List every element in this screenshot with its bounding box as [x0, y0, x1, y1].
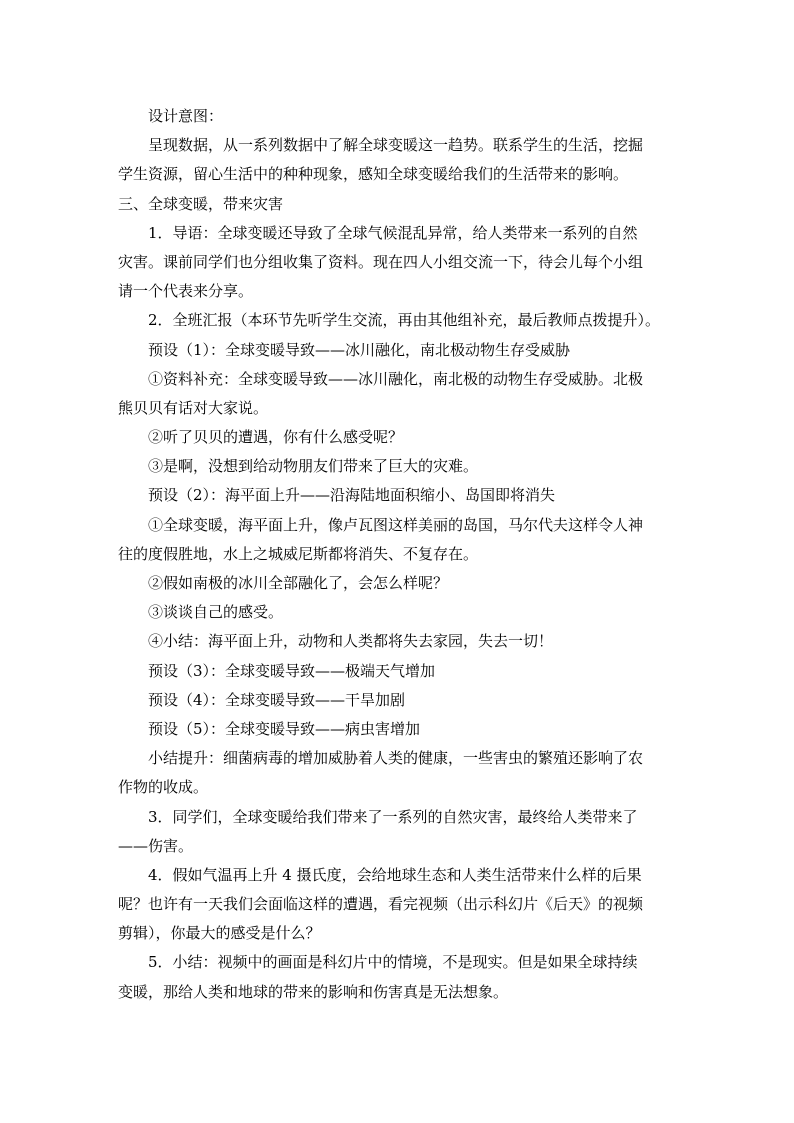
text-line: 熊贝贝有话对大家说。	[118, 398, 269, 417]
text-line: 设计意图：	[148, 107, 224, 125]
text-line: 三、全球变暖，带来灾害	[118, 194, 284, 213]
text-line: ②假如南极的冰川全部融化了，会怎么样呢？	[148, 574, 449, 592]
text-line: 请一个代表来分享。	[118, 282, 254, 301]
text-line: 1．导语：全球变暖还导致了全球气候混乱异常，给人类带来一系列的自然	[148, 223, 638, 242]
text-line: 呢？也许有一天我们会面临这样的遭遇，看完视频（出示科幻片《后天》的视频	[118, 895, 644, 914]
text-line: 剪辑），你最大的感受是什么？	[118, 924, 321, 943]
text-line: ①全球变暖，海平面上升，像卢瓦图这样美丽的岛国，马尔代夫这样令人神	[148, 515, 644, 534]
text-line: ④小结：海平面上升，动物和人类都将失去家园，失去一切！	[148, 632, 554, 651]
text-line: 预设（5）：全球变暖导致——病虫害增加	[148, 719, 421, 738]
text-line: 作物的收成。	[118, 778, 209, 797]
text-line: 变暖，那给人类和地球的带来的影响和伤害真是无法想象。	[118, 982, 509, 1001]
text-line: ①资料补充：全球变暖导致——冰川融化，南北极的动物生存受威胁。北极	[148, 369, 644, 388]
text-line: 3．同学们，全球变暖给我们带来了一系列的自然灾害，最终给人类带来了	[148, 807, 638, 826]
text-line: ②听了贝贝的遭遇，你有什么感受呢？	[148, 428, 404, 447]
text-line: ——伤害。	[118, 836, 194, 855]
text-line: 预设（1）：全球变暖导致——冰川融化，南北极动物生存受威胁	[148, 340, 571, 359]
text-line: 4．假如气温再上升 4 摄氏度，会给地球生态和人类生活带来什么样的后果	[148, 865, 642, 884]
text-line: 2．全班汇报（本环节先听学生交流，再由其他组补充，最后教师点拨提升）。	[148, 311, 661, 330]
text-line: ③谈谈自己的感受。	[148, 603, 284, 622]
text-line: 小结提升：细菌病毒的增加威胁着人类的健康，一些害虫的繁殖还影响了农	[148, 749, 644, 768]
text-line: 呈现数据，从一系列数据中了解全球变暖这一趋势。联系学生的生活，挖掘	[148, 136, 644, 155]
text-line: 学生资源，留心生活中的种种现象，感知全球变暖给我们的生活带来的影响。	[118, 165, 629, 184]
text-line: 预设（3）：全球变暖导致——极端天气增加	[148, 661, 436, 680]
document-page	[118, 102, 680, 1007]
text-line: 5．小结：视频中的画面是科幻片中的情境，不是现实。但是如果全球持续	[148, 953, 638, 972]
text-line: 预设（2）：海平面上升——沿海陆地面积缩小、岛国即将消失	[148, 486, 556, 505]
text-line: 往的度假胜地，水上之城威尼斯都将消失、不复存在。	[118, 544, 479, 563]
text-line: 预设（4）：全球变暖导致——干旱加剧	[148, 690, 406, 709]
text-line: 灾害。课前同学们也分组收集了资料。现在四人小组交流一下，待会儿每个小组	[118, 252, 644, 271]
text-line: ③是啊，没想到给动物朋友们带来了巨大的灾难。	[148, 457, 479, 476]
